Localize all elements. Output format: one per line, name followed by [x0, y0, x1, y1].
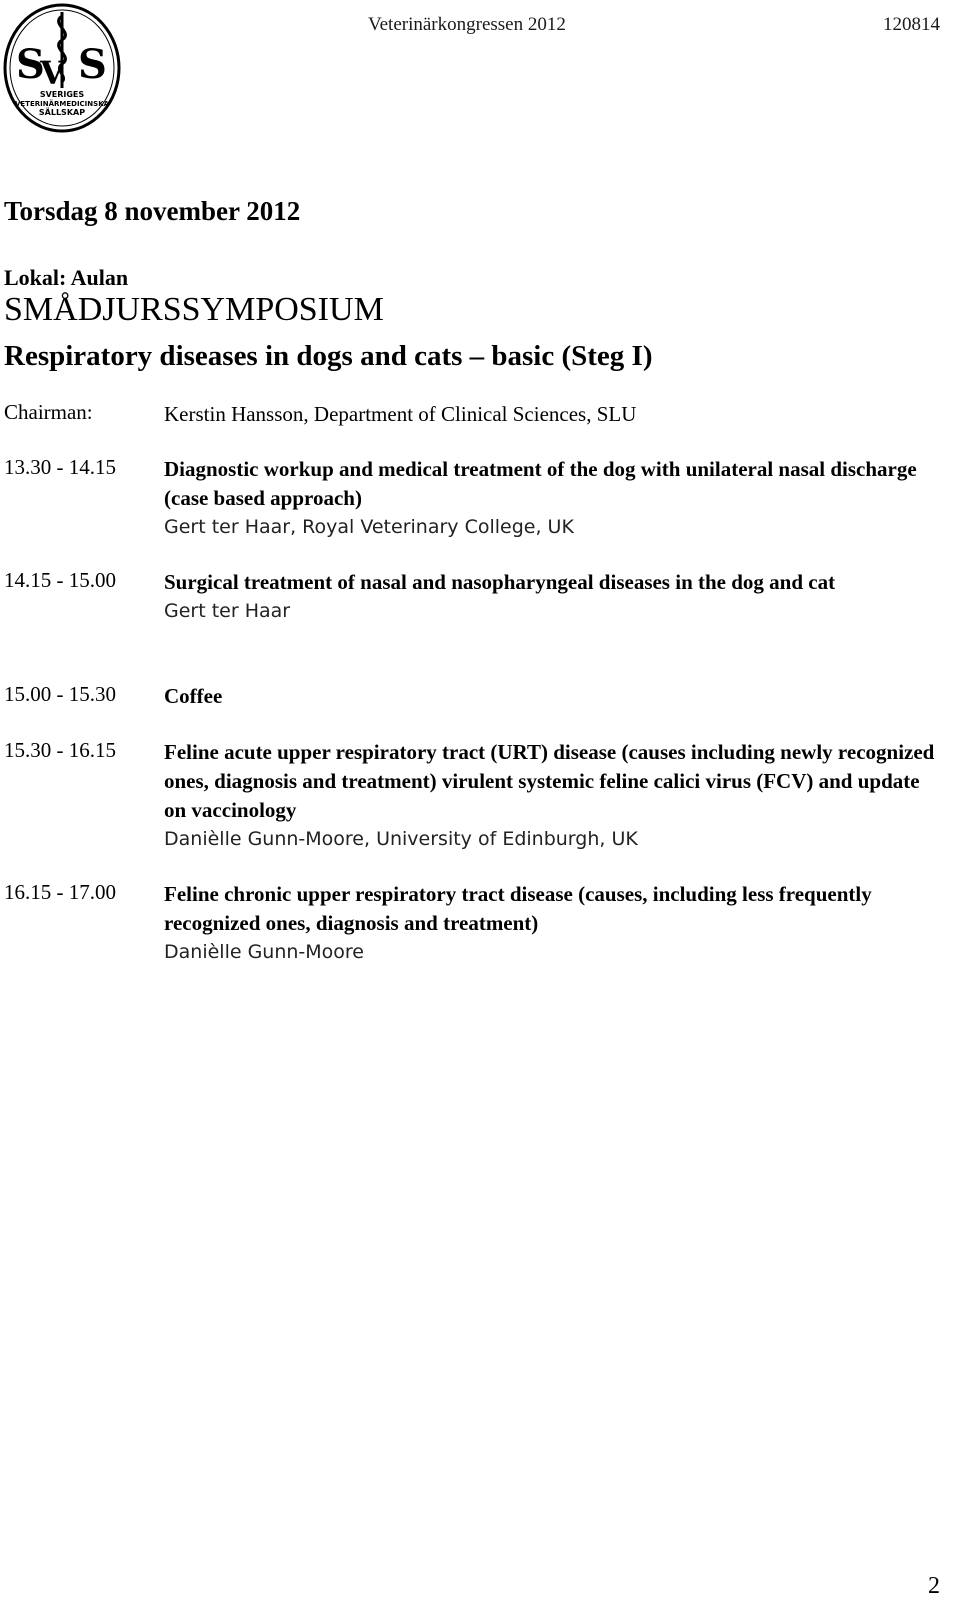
svg-text:S: S	[78, 41, 107, 88]
page-number: 2	[928, 1573, 940, 1599]
svg-text:SVERIGES: SVERIGES	[39, 90, 85, 99]
chairman-name: Kerstin Hansson, Department of Clinical Sciences, SLU	[164, 402, 637, 426]
svg-text:SÄLLSKAP: SÄLLSKAP	[38, 108, 86, 117]
symposium-title: SMÅDJURSSYMPOSIUM	[4, 291, 384, 328]
session-speaker: Danièlle Gunn-Moore, University of Edinburgh, UK	[164, 828, 638, 850]
header-code: 120814	[883, 14, 940, 35]
session-title: Coffee	[164, 684, 223, 708]
svg-text:V: V	[40, 54, 65, 92]
session-time: 15.30 - 16.15	[4, 738, 116, 762]
symposium-subtitle: Respiratory diseases in dogs and cats – basic (Steg I)	[4, 340, 653, 372]
session-speaker: Danièlle Gunn-Moore	[164, 941, 365, 963]
session-speaker: Gert ter Haar	[164, 600, 291, 622]
date-heading: Torsdag 8 november 2012	[4, 196, 301, 226]
session-time: 15.00 - 15.30	[4, 682, 116, 706]
header-event: Veterinärkongressen 2012	[368, 14, 566, 35]
session-title: Feline acute upper respiratory tract (URT) disease (causes including newly recognized ones, diagnosis and treatment) virulent systemic feline calici virus (FCV) and update on vaccinology	[164, 740, 935, 822]
session-title: Feline chronic upper respiratory tract disease (causes, including less frequently recognized ones, diagnosis and treatment)	[164, 882, 872, 935]
chairman-label: Chairman:	[4, 400, 93, 424]
svg-text:VETERINÄRMEDICINSKA: VETERINÄRMEDICINSKA	[14, 100, 110, 108]
session-time: 14.15 - 15.00	[4, 568, 116, 592]
svs-logo	[2, 2, 122, 135]
session-time: 13.30 - 14.15	[4, 455, 116, 479]
svg-text:S: S	[16, 41, 45, 88]
session-title: Surgical treatment of nasal and nasopharyngeal diseases in the dog and cat	[164, 570, 836, 594]
session-speaker: Gert ter Haar, Royal Veterinary College, UK	[164, 516, 574, 538]
session-title: Diagnostic workup and medical treatment of the dog with unilateral nasal discharge (case based approach)	[164, 457, 917, 510]
location-label: Lokal: Aulan	[4, 265, 129, 290]
session-time: 16.15 - 17.00	[4, 880, 116, 904]
